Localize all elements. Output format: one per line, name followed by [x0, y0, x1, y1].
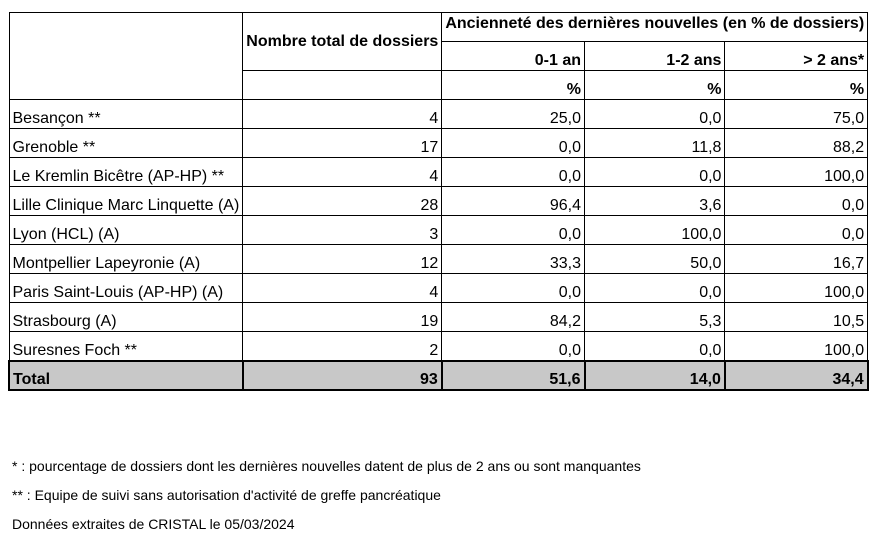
table-row — [9, 245, 868, 274]
header-anciennete-group: Ancienneté des dernières nouvelles (en % de dossiers) — [442, 13, 868, 42]
row-name: Paris Saint-Louis (AP-HP) (A) — [9, 274, 243, 303]
row-plus-2-ans: 100,0 — [725, 158, 868, 187]
table-row — [9, 332, 868, 361]
table-row — [9, 129, 868, 158]
footnote-double-star: ** : Equipe de suivi sans autorisation d'activité de greffe pancréatique — [12, 487, 441, 503]
total-1-2-ans: 14,0 — [585, 361, 725, 390]
row-name: Lyon (HCL) (A) — [9, 216, 243, 245]
header-plus-2-ans: > 2 ans* — [725, 42, 868, 71]
row-0-1-an: 84,2 — [442, 303, 585, 332]
row-total-dossiers: 4 — [243, 274, 442, 303]
table-row — [9, 158, 868, 187]
row-total-dossiers: 12 — [243, 245, 442, 274]
row-name: Suresnes Foch ** — [9, 332, 243, 361]
row-0-1-an: 25,0 — [442, 100, 585, 129]
row-name: Montpellier Lapeyronie (A) — [9, 245, 243, 274]
unit-percent-b: % — [585, 71, 725, 100]
table-row — [9, 303, 868, 332]
row-total-dossiers: 17 — [243, 129, 442, 158]
row-1-2-ans: 0,0 — [585, 274, 725, 303]
row-1-2-ans: 3,6 — [585, 187, 725, 216]
row-1-2-ans: 0,0 — [585, 100, 725, 129]
row-plus-2-ans: 75,0 — [725, 100, 868, 129]
row-0-1-an: 96,4 — [442, 187, 585, 216]
header-0-1-an: 0-1 an — [442, 42, 585, 71]
unit-percent-c: % — [725, 71, 868, 100]
total-label: Total — [9, 361, 243, 390]
table-row — [9, 100, 868, 129]
row-name: Le Kremlin Bicêtre (AP-HP) ** — [9, 158, 243, 187]
row-0-1-an: 0,0 — [442, 129, 585, 158]
row-1-2-ans: 100,0 — [585, 216, 725, 245]
row-total-dossiers: 4 — [243, 158, 442, 187]
row-total-dossiers: 4 — [243, 100, 442, 129]
data-source-note: Données extraites de CRISTAL le 05/03/2024 — [12, 516, 295, 532]
row-0-1-an: 0,0 — [442, 158, 585, 187]
table-row — [9, 274, 868, 303]
row-0-1-an: 0,0 — [442, 216, 585, 245]
row-0-1-an: 33,3 — [442, 245, 585, 274]
row-name: Besançon ** — [9, 100, 243, 129]
header-row-1 — [9, 13, 868, 42]
row-total-dossiers: 19 — [243, 303, 442, 332]
total-row — [9, 361, 868, 390]
row-1-2-ans: 5,3 — [585, 303, 725, 332]
unit-total-blank — [243, 71, 442, 100]
row-plus-2-ans: 10,5 — [725, 303, 868, 332]
row-1-2-ans: 11,8 — [585, 129, 725, 158]
row-0-1-an: 0,0 — [442, 274, 585, 303]
total-dossiers: 93 — [243, 361, 442, 390]
row-1-2-ans: 50,0 — [585, 245, 725, 274]
row-plus-2-ans: 0,0 — [725, 216, 868, 245]
row-0-1-an: 0,0 — [442, 332, 585, 361]
footnote-single-star: * : pourcentage de dossiers dont les dernières nouvelles datent de plus de 2 ans ou sont manquantes — [12, 458, 641, 474]
row-plus-2-ans: 16,7 — [725, 245, 868, 274]
row-total-dossiers: 3 — [243, 216, 442, 245]
row-plus-2-ans: 88,2 — [725, 129, 868, 158]
row-name: Lille Clinique Marc Linquette (A) — [9, 187, 243, 216]
row-total-dossiers: 28 — [243, 187, 442, 216]
header-1-2-ans: 1-2 ans — [585, 42, 725, 71]
unit-percent-a: % — [442, 71, 585, 100]
row-1-2-ans: 0,0 — [585, 158, 725, 187]
total-0-1-an: 51,6 — [442, 361, 585, 390]
row-plus-2-ans: 0,0 — [725, 187, 868, 216]
header-total-dossiers: Nombre total de dossiers — [243, 13, 442, 71]
table-row — [9, 216, 868, 245]
header-corner-cell — [9, 13, 243, 100]
table-row — [9, 187, 868, 216]
row-1-2-ans: 0,0 — [585, 332, 725, 361]
total-plus-2-ans: 34,4 — [725, 361, 868, 390]
data-table — [8, 12, 869, 391]
row-total-dossiers: 2 — [243, 332, 442, 361]
row-plus-2-ans: 100,0 — [725, 274, 868, 303]
table-body — [9, 100, 868, 361]
row-plus-2-ans: 100,0 — [725, 332, 868, 361]
row-name: Grenoble ** — [9, 129, 243, 158]
row-name: Strasbourg (A) — [9, 303, 243, 332]
